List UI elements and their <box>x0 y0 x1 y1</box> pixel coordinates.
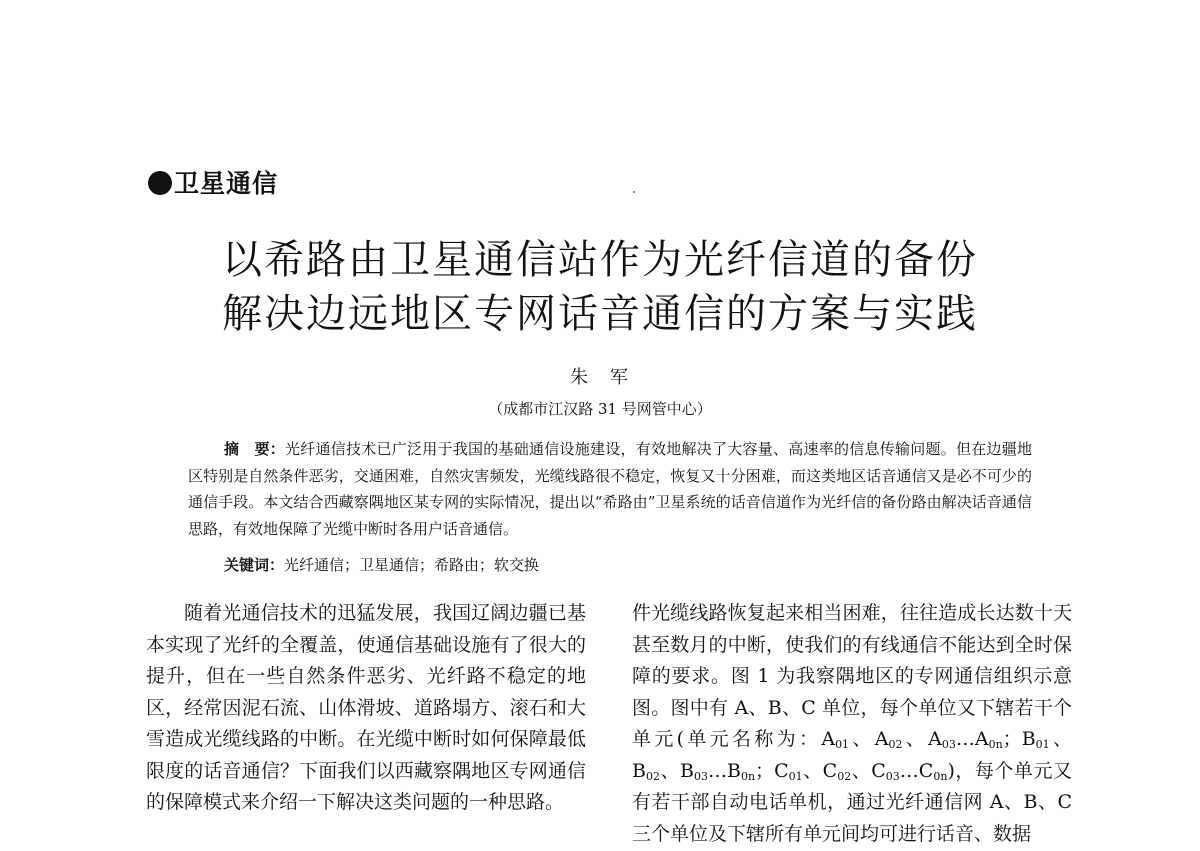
paper-title-line-1: 以希路由卫星通信站作为光纤信道的备份 <box>222 237 978 283</box>
bullet-icon <box>148 171 172 195</box>
keywords-text: 光纤通信；卫星通信；希路由；软交换 <box>284 556 540 574</box>
section-heading <box>148 168 278 200</box>
unit-bn: $B_{0n}$ <box>726 759 756 783</box>
abstract <box>188 436 1032 542</box>
body-column-right: 件光缆线路恢复起来相当困难，往往造成长达数十天甚至数月的中断，使我们的有线通信不能达到全时保障的要求。图 1 为我察隅地区的专网通信组织示意图。图中有 A、B、C 单位，每个单位又下辖若干个单元(单元名称为：$A_{01}$、$A_{02}$、$A_{03}\dots A_{0n}$；$B_{01}$、$B_{02}$、$B_{03}\dots B_{0n}$；$C_{01}$、$C_{02}$、$C_{03}\dots C_{0n}$)，每个单元又有若干部自动电话单机，通过光纤通信网 A、B、C 三个单位及下辖所有单元间均可进行话音、数据 <box>632 602 1072 845</box>
abstract-label: 摘 要： <box>224 440 285 458</box>
body-right-part1: 件光缆线路恢复起来相当困难，往往造成长达数十天甚至数月的中断，使我们的有线通信不能达到全时保障的要求。图 1 为我察隅地区的专网通信组织示意图。图中有 A、B、C 单位，每个单位又下辖若干个单元(单元名称为： <box>632 602 1072 750</box>
keywords <box>224 553 539 577</box>
unit-c3: $C_{03}$ <box>871 759 900 783</box>
body-right-part2: ，每个单元又有若干部自动电话单机，通过光纤通信网 A、B、C 三个单位及下辖所有单元间均可进行话音、数据 <box>632 759 1072 845</box>
unit-b1: $B_{01}$ <box>1021 728 1050 751</box>
author: 朱 军 <box>570 367 630 388</box>
abstract-text: 光纤通信技术已广泛用于我国的基础通信设施建设，有效地解决了大容量、高速率的信息传输问题。但在边疆地区特别是自然条件恶劣，交通困难，自然灾害频发，光缆线路很不稳定，恢复又十分困难，而这类地区话音通信又是必不可少的通信手段。本文结合西藏察隅地区某专网的实际情况，提出以“希路由”卫星系统的话音信道作为光纤信的备份路由解决话音通信思路，有效地保障了光缆中断时各用户话音通信。 <box>188 440 1032 538</box>
scan-speck <box>633 191 635 193</box>
unit-cn: $C_{0n}$ <box>918 759 948 783</box>
body-column-left <box>146 598 586 819</box>
unit-b3: $B_{03}$ <box>680 759 708 783</box>
body-left-paragraph: 随着光通信技术的迅猛发展，我国辽阔边疆已基本实现了光纤的全覆盖，使通信基础设施有了很大的提升，但在一些自然条件恶劣、光纤路不稳定的地区，经常因泥石流、山体滑坡、道路塌方、滚石和大雪造成光缆线路的中断。在光缆中断时如何保障最低限度的话音通信？下面我们以西藏察隅地区专网通信的保障模式来介绍一下解决这类问题的一种思路。 <box>146 602 586 813</box>
unit-a2: $A_{02}$ <box>874 728 903 751</box>
unit-c2: $C_{02}$ <box>822 759 852 783</box>
paper-title-line-2: 解决边远地区专网话音通信的方案与实践 <box>222 291 978 337</box>
keywords-label: 关键词： <box>224 556 285 574</box>
unit-b2: $B_{02}$ <box>632 759 660 783</box>
unit-a3: $A_{03}$ <box>928 728 956 751</box>
unit-list: $A_{01}$、$A_{02}$、$A_{03}\dots A_{0n}$；$B_{01}$、$B_{02}$、$B_{03}\dots B_{0n}$；$C_{01}$、$C_{02}$、$C_{03}\dots C_{0n}$ <box>632 728 1072 783</box>
unit-an: $A_{0n}$ <box>974 728 1003 751</box>
affiliation: （成都市江汉路 31 号网管中心） <box>488 400 712 418</box>
section-label: 卫星通信 <box>174 169 279 198</box>
unit-c1: $C_{01}$ <box>774 759 803 783</box>
unit-a1: $A_{01}$ <box>821 728 850 751</box>
